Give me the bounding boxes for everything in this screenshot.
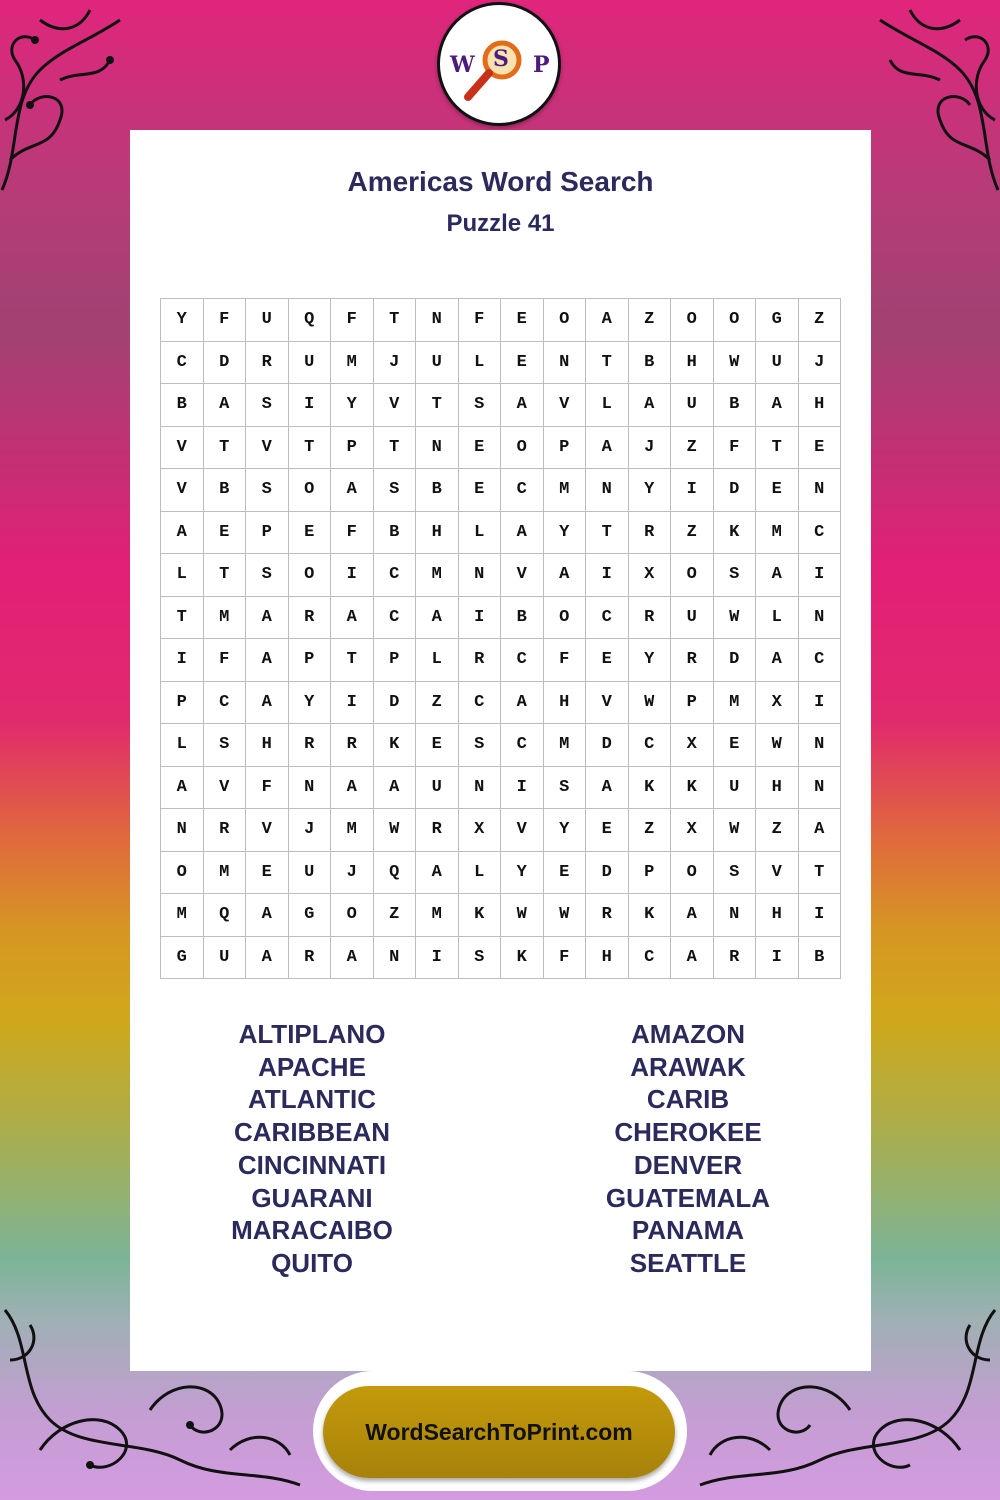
grid-cell: V [161,469,204,512]
grid-cell: S [459,384,502,427]
grid-cell: R [204,809,247,852]
puzzle-card [130,130,871,1371]
grid-cell: I [416,937,459,980]
grid-cell: F [204,299,247,342]
grid-cell: B [799,937,842,980]
grid-cell: V [756,852,799,895]
grid-cell: R [289,724,332,767]
puzzle-number: Puzzle 41 [446,210,555,237]
grid-cell: U [246,299,289,342]
grid-cell: B [501,597,544,640]
grid-cell: A [501,682,544,725]
grid-cell: A [246,937,289,980]
grid-cell: D [586,724,629,767]
grid-cell: I [799,682,842,725]
grid-cell: V [544,384,587,427]
grid-cell: D [714,469,757,512]
page-title: Americas Word Search [347,166,654,197]
word-list-item: DENVER [633,1149,743,1180]
grid-cell: C [799,512,842,555]
grid-cell: S [204,724,247,767]
grid-cell: W [714,809,757,852]
grid-cell: W [629,682,672,725]
grid-cell: C [629,724,672,767]
grid-cell: Q [289,299,332,342]
grid-cell: P [246,512,289,555]
grid-cell: O [671,852,714,895]
grid-cell: D [374,682,417,725]
grid-cell: J [799,342,842,385]
grid-cell: K [671,767,714,810]
word-list-item: ATLANTIC [247,1084,377,1115]
grid-cell: Q [204,894,247,937]
grid-cell: E [586,809,629,852]
grid-cell: P [331,427,374,470]
grid-cell: E [501,342,544,385]
grid-cell: Z [629,299,672,342]
word-list-item: APACHE [258,1051,366,1082]
grid-cell: C [501,469,544,512]
grid-cell: V [501,554,544,597]
grid-cell: O [289,554,332,597]
grid-cell: L [416,639,459,682]
grid-cell: B [374,512,417,555]
grid-cell: I [331,554,374,597]
grid-cell: K [714,512,757,555]
grid-cell: E [501,299,544,342]
grid-cell: W [714,597,757,640]
grid-cell: H [416,512,459,555]
grid-cell: A [204,384,247,427]
grid-cell: V [501,809,544,852]
grid-cell: D [714,639,757,682]
grid-cell: U [416,767,459,810]
grid-cell: A [756,639,799,682]
grid-cell: S [459,724,502,767]
grid-cell: A [671,894,714,937]
grid-cell: B [629,342,672,385]
grid-cell: F [714,427,757,470]
grid-cell: O [331,894,374,937]
grid-cell: N [799,597,842,640]
grid-cell: S [374,469,417,512]
grid-cell: N [586,469,629,512]
grid-cell: I [799,894,842,937]
grid-cell: L [586,384,629,427]
grid-cell: A [161,767,204,810]
grid-cell: T [586,342,629,385]
grid-cell: C [629,937,672,980]
grid-cell: A [501,512,544,555]
grid-cell: N [459,554,502,597]
grid-cell: B [161,384,204,427]
grid-cell: V [204,767,247,810]
grid-cell: E [544,852,587,895]
grid-cell: P [629,852,672,895]
grid-cell: Z [799,299,842,342]
grid-cell: U [671,597,714,640]
ornament-top-right-icon [850,0,1000,200]
grid-cell: V [586,682,629,725]
grid-cell: X [671,724,714,767]
grid-cell: I [161,639,204,682]
grid-cell: H [246,724,289,767]
grid-cell: X [671,809,714,852]
grid-cell: R [416,809,459,852]
grid-cell: P [544,427,587,470]
grid-cell: Z [671,427,714,470]
grid-cell: T [416,384,459,427]
grid-cell: A [331,767,374,810]
grid-cell: H [671,342,714,385]
grid-cell: V [161,427,204,470]
grid-cell: O [544,597,587,640]
grid-cell: N [459,767,502,810]
grid-cell: N [289,767,332,810]
grid-cell: N [799,469,842,512]
grid-cell: Z [374,894,417,937]
grid-cell: N [374,937,417,980]
word-list-item: CARIBBEAN [234,1117,390,1148]
grid-cell: I [459,597,502,640]
grid-cell: A [331,597,374,640]
grid-cell: P [374,639,417,682]
grid-cell: M [544,469,587,512]
grid-cell: D [204,342,247,385]
grid-cell: O [714,299,757,342]
grid-cell: R [459,639,502,682]
grid-cell: P [289,639,332,682]
grid-cell: P [671,682,714,725]
grid-cell: C [586,597,629,640]
grid-cell: J [374,342,417,385]
grid-cell: H [756,767,799,810]
grid-cell: R [629,512,672,555]
grid-cell: I [671,469,714,512]
grid-cell: S [246,554,289,597]
grid-cell: N [161,809,204,852]
grid-cell: U [204,937,247,980]
grid-cell: L [756,597,799,640]
grid-cell: F [544,639,587,682]
website-link-button[interactable]: WordSearchToPrint.com [323,1386,675,1478]
grid-cell: A [671,937,714,980]
grid-cell: Y [289,682,332,725]
grid-cell: J [289,809,332,852]
grid-cell: R [671,639,714,682]
grid-cell: U [714,767,757,810]
grid-cell: M [331,342,374,385]
grid-cell: U [289,342,332,385]
grid-cell: O [161,852,204,895]
grid-cell: S [714,554,757,597]
grid-cell: C [459,682,502,725]
grid-cell: R [586,894,629,937]
grid-cell: F [246,767,289,810]
grid-cell: E [586,639,629,682]
grid-cell: C [799,639,842,682]
grid-cell: W [374,809,417,852]
grid-cell: I [501,767,544,810]
grid-cell: F [331,299,374,342]
word-list-item: CARIB [646,1084,730,1115]
grid-cell: E [459,469,502,512]
grid-cell: O [501,427,544,470]
word-list-item: MARACAIBO [231,1215,393,1246]
grid-cell: M [416,894,459,937]
grid-cell: Y [629,469,672,512]
grid-cell: C [501,639,544,682]
grid-cell: J [629,427,672,470]
grid-cell: A [544,554,587,597]
grid-cell: Y [544,809,587,852]
word-list-left [152,1018,472,1280]
grid-cell: E [289,512,332,555]
grid-cell: R [331,724,374,767]
grid-cell: Z [756,809,799,852]
grid-cell: A [246,639,289,682]
grid-cell: J [331,852,374,895]
wsp-logo [437,2,561,126]
grid-cell: O [289,469,332,512]
grid-cell: A [586,427,629,470]
grid-cell: W [501,894,544,937]
grid-cell: E [714,724,757,767]
grid-cell: T [756,427,799,470]
grid-cell: A [501,384,544,427]
grid-cell: N [799,767,842,810]
grid-cell: S [544,767,587,810]
grid-cell: C [374,597,417,640]
word-list-item: ALTIPLANO [238,1019,386,1049]
grid-cell: E [459,427,502,470]
grid-cell: L [161,724,204,767]
grid-cell: U [671,384,714,427]
grid-cell: A [246,597,289,640]
grid-cell: T [799,852,842,895]
grid-cell: E [756,469,799,512]
grid-cell: V [374,384,417,427]
grid-cell: F [544,937,587,980]
grid-cell: X [756,682,799,725]
grid-cell: E [416,724,459,767]
grid-cell: A [246,894,289,937]
grid-cell: H [756,894,799,937]
grid-cell: S [246,469,289,512]
grid-cell: V [246,809,289,852]
grid-cell: W [756,724,799,767]
grid-cell: I [799,554,842,597]
letter-grid [160,298,841,979]
grid-cell: I [756,937,799,980]
grid-cell: A [161,512,204,555]
grid-cell: W [544,894,587,937]
grid-cell: M [756,512,799,555]
grid-cell: Z [416,682,459,725]
grid-cell: N [714,894,757,937]
word-list-item: QUITO [271,1247,353,1278]
grid-cell: R [629,597,672,640]
word-list-item: PANAMA [631,1215,745,1246]
grid-cell: G [756,299,799,342]
grid-cell: Y [501,852,544,895]
word-list-item: CHEROKEE [614,1117,762,1148]
grid-cell: T [586,512,629,555]
grid-cell: F [331,512,374,555]
grid-cell: A [756,554,799,597]
grid-cell: M [331,809,374,852]
grid-cell: A [416,852,459,895]
grid-cell: L [161,554,204,597]
grid-cell: D [586,852,629,895]
grid-cell: O [544,299,587,342]
grid-cell: S [714,852,757,895]
grid-cell: B [204,469,247,512]
grid-cell: T [374,299,417,342]
word-list-item: CINCINNATI [237,1149,387,1180]
grid-cell: K [501,937,544,980]
grid-cell: K [459,894,502,937]
grid-cell: T [204,554,247,597]
logo-letter-p: P [533,52,550,78]
grid-cell: N [416,427,459,470]
grid-cell: U [289,852,332,895]
grid-cell: T [331,639,374,682]
grid-cell: Y [331,384,374,427]
grid-cell: N [544,342,587,385]
grid-cell: M [161,894,204,937]
grid-cell: E [246,852,289,895]
word-list-item: SEATTLE [629,1247,747,1278]
grid-cell: T [374,427,417,470]
word-list-item: AMAZON [630,1019,746,1049]
grid-cell: A [246,682,289,725]
grid-cell: H [799,384,842,427]
grid-cell: H [586,937,629,980]
grid-cell: N [799,724,842,767]
grid-cell: C [161,342,204,385]
grid-cell: V [246,427,289,470]
grid-cell: I [331,682,374,725]
grid-cell: C [501,724,544,767]
grid-cell: T [204,427,247,470]
grid-cell: Y [629,639,672,682]
grid-cell: H [544,682,587,725]
grid-cell: A [756,384,799,427]
grid-cell: P [161,682,204,725]
logo-letter-w: W [450,52,475,78]
grid-cell: S [246,384,289,427]
grid-cell: T [289,427,332,470]
grid-cell: Y [161,299,204,342]
grid-cell: M [544,724,587,767]
grid-cell: O [671,299,714,342]
grid-cell: F [204,639,247,682]
grid-cell: B [416,469,459,512]
grid-cell: S [459,937,502,980]
grid-cell: W [714,342,757,385]
grid-cell: L [459,342,502,385]
grid-cell: Z [629,809,672,852]
word-list-item: ARAWAK [630,1051,746,1082]
ornament-top-left-icon [0,0,150,200]
grid-cell: L [459,512,502,555]
grid-cell: A [586,767,629,810]
word-list-item: GUARANI [251,1182,373,1213]
grid-cell: I [289,384,332,427]
grid-cell: Q [374,852,417,895]
grid-cell: R [246,342,289,385]
grid-cell: M [416,554,459,597]
grid-cell: G [161,937,204,980]
grid-cell: M [714,682,757,725]
grid-cell: K [629,767,672,810]
grid-cell: A [331,469,374,512]
grid-cell: B [714,384,757,427]
grid-cell: M [204,597,247,640]
grid-cell: F [459,299,502,342]
grid-cell: R [714,937,757,980]
grid-cell: A [331,937,374,980]
grid-cell: G [289,894,332,937]
grid-cell: E [204,512,247,555]
word-list-right [528,1018,848,1280]
logo-letter-s: S [493,46,509,72]
grid-cell: N [416,299,459,342]
grid-cell: K [374,724,417,767]
grid-cell: X [629,554,672,597]
word-list-item: GUATEMALA [605,1182,771,1213]
grid-cell: L [459,852,502,895]
grid-cell: C [374,554,417,597]
grid-cell: A [586,299,629,342]
grid-cell: K [629,894,672,937]
grid-cell: R [289,937,332,980]
grid-cell: A [799,809,842,852]
grid-cell: T [161,597,204,640]
grid-cell: A [416,597,459,640]
grid-cell: Z [671,512,714,555]
grid-cell: I [586,554,629,597]
grid-cell: U [756,342,799,385]
grid-cell: O [671,554,714,597]
grid-cell: C [204,682,247,725]
grid-cell: A [629,384,672,427]
grid-cell: Y [544,512,587,555]
grid-cell: A [374,767,417,810]
grid-cell: X [459,809,502,852]
grid-cell: M [204,852,247,895]
grid-cell: R [289,597,332,640]
grid-cell: E [799,427,842,470]
grid-cell: U [416,342,459,385]
